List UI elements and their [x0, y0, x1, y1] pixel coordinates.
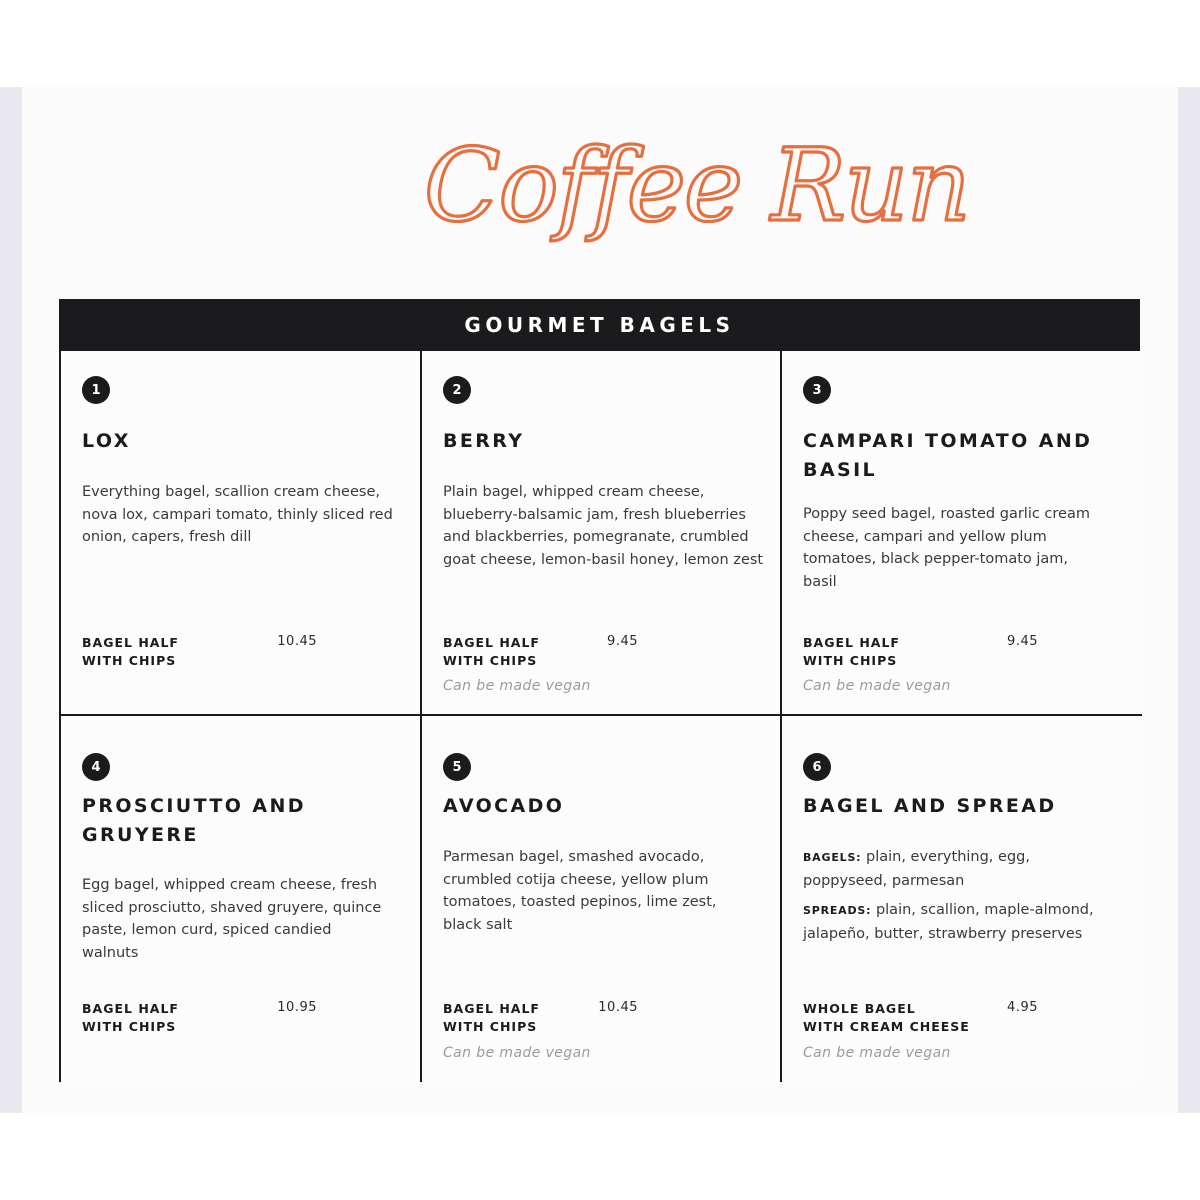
spreads-text: plain, scallion, maple-almond, jalapeño, butter, strawberry preserves [803, 902, 1094, 942]
item-size [82, 634, 272, 670]
item-name: CAMPARI TOMATO AND BASIL [803, 430, 1093, 481]
bagels-options [803, 846, 1113, 892]
logo-script [410, 120, 969, 270]
item-price: 10.45 [277, 634, 317, 649]
size-line-2: WITH CHIPS [82, 653, 177, 668]
size-line-2: WITH CHIPS [82, 1019, 177, 1034]
menu-board [59, 299, 1140, 1082]
coffee-run-logo [410, 120, 969, 270]
item-price: 9.45 [1007, 634, 1038, 649]
size-line-2: WITH CHIPS [803, 653, 898, 668]
vegan-note: Can be made vegan [803, 1045, 951, 1061]
item-name: AVOCADO [443, 795, 565, 817]
vegan-note: Can be made vegan [443, 678, 591, 694]
item-description: Poppy seed bagel, roasted garlic cream cheese, campari and yellow plum tomatoes, black pepper-tomato jam, basil [803, 506, 1090, 590]
size-line-2: WITH CREAM CHEESE [803, 1019, 970, 1034]
bagels-text: plain, everything, egg, poppyseed, parmesan [803, 849, 1030, 889]
item-number-badge: 4 [82, 753, 110, 781]
item-number-badge: 2 [443, 376, 471, 404]
size-line-2: WITH CHIPS [443, 653, 538, 668]
menu-item-bagel-and-spread [782, 716, 1142, 1082]
size-line-1: BAGEL HALF [82, 1001, 179, 1016]
item-price: 4.95 [1007, 1000, 1038, 1015]
menu-item-prosciutto-gruyere [61, 716, 422, 1082]
item-description: Everything bagel, scallion cream cheese, nova lox, campari tomato, thinly sliced red onion, capers, fresh dill [82, 484, 393, 545]
item-description: Egg bagel, whipped cream cheese, fresh sliced prosciutto, shaved gruyere, quince paste, lemon curd, spiced candied walnuts [82, 877, 382, 961]
item-price: 10.45 [598, 1000, 638, 1015]
item-number-badge: 3 [803, 376, 831, 404]
size-line-1: BAGEL HALF [803, 635, 900, 650]
bagels-label: BAGELS: [803, 851, 862, 864]
vegan-note: Can be made vegan [443, 1045, 591, 1061]
item-number-badge: 6 [803, 753, 831, 781]
menu-item-campari-tomato-basil [782, 351, 1142, 716]
size-line-1: BAGEL HALF [443, 635, 540, 650]
item-name: BERRY [443, 430, 525, 452]
size-line-1: WHOLE BAGEL [803, 1001, 916, 1016]
menu-item-lox [61, 351, 422, 716]
item-price: 9.45 [607, 634, 638, 649]
spreads-options [803, 899, 1113, 945]
item-number-badge: 1 [82, 376, 110, 404]
menu-item-berry [422, 351, 782, 716]
size-line-1: BAGEL HALF [82, 635, 179, 650]
item-name: BAGEL AND SPREAD [803, 795, 1057, 817]
spreads-label: SPREADS: [803, 904, 872, 917]
item-description: Plain bagel, whipped cream cheese, blueberry-balsamic jam, fresh blueberries and blackberries, pomegranate, crumbled goat cheese, lemon-basil honey, lemon zest [443, 484, 764, 568]
item-size [803, 634, 993, 670]
item-name: LOX [82, 430, 131, 452]
menu-grid [59, 351, 1140, 1082]
size-line-1: BAGEL HALF [443, 1001, 540, 1016]
menu-item-avocado [422, 716, 782, 1082]
logo-text: Coffee Run [424, 127, 969, 244]
item-size [803, 1000, 993, 1036]
item-price: 10.95 [277, 1000, 317, 1015]
item-description: Parmesan bagel, smashed avocado, crumbled cotija cheese, yellow plum tomatoes, toasted pepinos, lime zest, black salt [443, 849, 717, 933]
size-line-2: WITH CHIPS [443, 1019, 538, 1034]
vegan-note: Can be made vegan [803, 678, 951, 694]
item-number-badge: 5 [443, 753, 471, 781]
item-size [82, 1000, 272, 1036]
item-name: PROSCIUTTO AND GRUYERE [82, 795, 306, 846]
section-header: GOURMET BAGELS [59, 299, 1140, 351]
